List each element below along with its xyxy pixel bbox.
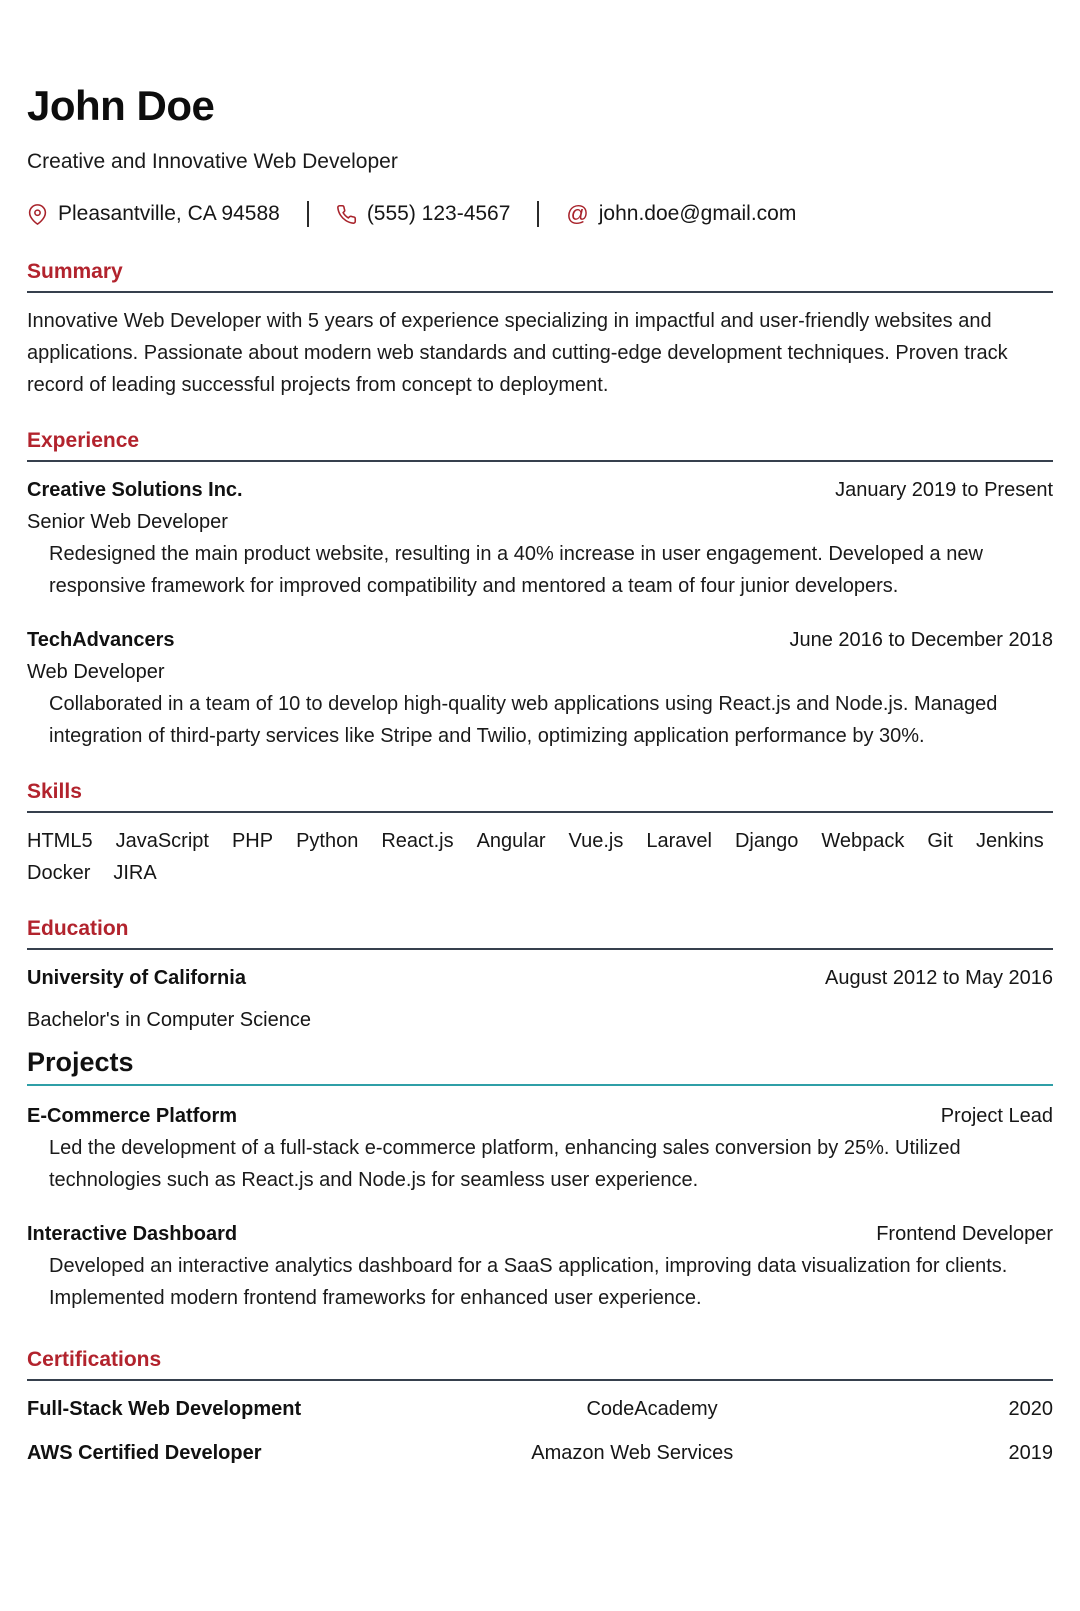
location-pin-icon bbox=[27, 204, 48, 225]
company-name: TechAdvancers bbox=[27, 629, 175, 651]
section-heading-certifications: Certifications bbox=[27, 1348, 1053, 1381]
contact-email bbox=[566, 200, 796, 228]
experience-entry bbox=[27, 624, 1053, 752]
employment-dates: June 2016 to December 2018 bbox=[789, 629, 1053, 651]
resume-page bbox=[27, 84, 1053, 1469]
skill-item: React.js bbox=[381, 830, 454, 852]
phone-icon bbox=[336, 204, 357, 225]
section-heading-skills: Skills bbox=[27, 780, 1053, 813]
contact-phone-text: (555) 123-4567 bbox=[366, 202, 511, 225]
contact-phone bbox=[336, 200, 511, 228]
section-heading-summary: Summary bbox=[27, 260, 1053, 293]
contact-separator bbox=[307, 201, 309, 227]
skill-item: Docker bbox=[27, 862, 91, 884]
contact-location-text: Pleasantville, CA 94588 bbox=[58, 202, 280, 225]
skill-item: Jenkins bbox=[975, 830, 1044, 852]
education-entry bbox=[27, 962, 1053, 1036]
skills-list bbox=[27, 825, 1053, 889]
skill-item: Webpack bbox=[821, 830, 905, 852]
experience-entry bbox=[27, 474, 1053, 602]
summary-text: Innovative Web Developer with 5 years of experience specializing in impactful and user-friendly websites and applications. Passionate about modern web standards and cutting-edge development techniques. Proven track record of leading successful projects from concept to deployment. bbox=[27, 310, 1008, 396]
job-role: Senior Web Developer bbox=[27, 511, 228, 533]
at-icon: @ bbox=[566, 201, 589, 226]
certification-name: AWS Certified Developer bbox=[27, 1442, 262, 1464]
contact-row bbox=[27, 200, 1053, 228]
skill-item: JIRA bbox=[113, 862, 157, 884]
person-name: John Doe bbox=[27, 82, 215, 129]
skill-item: Vue.js bbox=[568, 830, 624, 852]
project-description: Developed an interactive analytics dashboard for a SaaS application, improving data visualization for clients. Implemented modern frontend frameworks for enhanced user experience. bbox=[49, 1255, 1008, 1309]
certification-name: Full-Stack Web Development bbox=[27, 1398, 302, 1420]
certification-issuer: Amazon Web Services bbox=[531, 1442, 734, 1464]
person-title: Creative and Innovative Web Developer bbox=[27, 150, 398, 173]
project-description: Led the development of a full-stack e-commerce platform, enhancing sales conversion by 25%. Utilized technologies such as React.js and Node.js for seamless user experience. bbox=[49, 1137, 961, 1191]
section-heading-projects: Projects bbox=[27, 1046, 1053, 1086]
education-dates: August 2012 to May 2016 bbox=[825, 967, 1053, 989]
section-heading-education: Education bbox=[27, 917, 1053, 950]
project-role: Project Lead bbox=[940, 1105, 1053, 1127]
skill-item: Angular bbox=[476, 830, 546, 852]
degree: Bachelor's in Computer Science bbox=[27, 1009, 311, 1031]
contact-separator bbox=[537, 201, 539, 227]
project-entry bbox=[27, 1218, 1053, 1314]
skill-item: PHP bbox=[231, 830, 274, 852]
certification-issuer: CodeAcademy bbox=[586, 1398, 718, 1420]
skill-item: HTML5 bbox=[27, 830, 93, 852]
skill-item: Laravel bbox=[646, 830, 712, 852]
contact-location bbox=[27, 200, 280, 228]
certification-row bbox=[27, 1393, 1053, 1425]
company-name: Creative Solutions Inc. bbox=[27, 479, 243, 501]
job-description: Redesigned the main product website, resulting in a 40% increase in user engagement. Developed a new responsive framework for improved compatibility and mentored a team of four junior developers. bbox=[49, 543, 983, 597]
project-name: Interactive Dashboard bbox=[27, 1223, 238, 1245]
employment-dates: January 2019 to Present bbox=[835, 479, 1053, 501]
job-role: Web Developer bbox=[27, 661, 165, 683]
section-heading-experience: Experience bbox=[27, 429, 1053, 462]
skill-item: JavaScript bbox=[115, 830, 209, 852]
skill-item: Django bbox=[734, 830, 799, 852]
job-description: Collaborated in a team of 10 to develop high-quality web applications using React.js and Node.js. Managed integration of third-party services like Stripe and Twilio, optimizing application performance by 30%. bbox=[49, 693, 998, 747]
skill-item: Git bbox=[927, 830, 953, 852]
certification-row bbox=[27, 1437, 1053, 1469]
project-name: E-Commerce Platform bbox=[27, 1105, 238, 1127]
project-role: Frontend Developer bbox=[876, 1223, 1053, 1245]
contact-email-text: john.doe@gmail.com bbox=[598, 202, 797, 225]
certification-year: 2019 bbox=[1008, 1442, 1053, 1464]
school-name: University of California bbox=[27, 967, 246, 989]
project-entry bbox=[27, 1100, 1053, 1196]
certification-year: 2020 bbox=[1008, 1398, 1053, 1420]
skill-item: Python bbox=[296, 830, 359, 852]
